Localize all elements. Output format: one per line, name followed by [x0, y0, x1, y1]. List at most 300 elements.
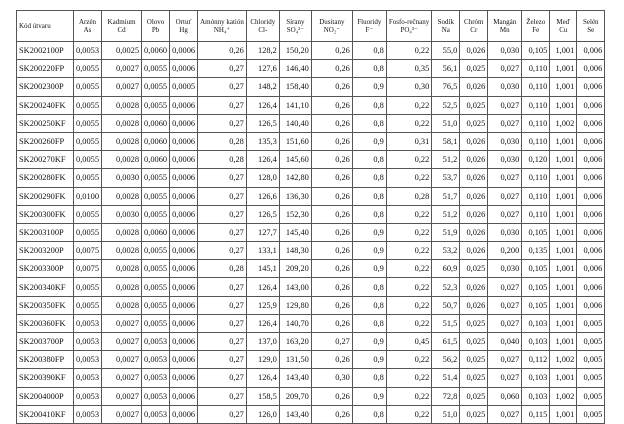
- value-cell: 0,027: [488, 278, 522, 296]
- value-cell: 0,8: [352, 314, 386, 332]
- value-cell: 0,006: [577, 187, 605, 205]
- value-cell: 0,025: [460, 351, 488, 369]
- value-cell: 0,9: [352, 132, 386, 150]
- value-cell: 50,7: [432, 296, 460, 314]
- value-cell: 0,060: [488, 387, 522, 405]
- column-header-symbol: As: [83, 26, 92, 34]
- value-cell: 0,0055: [74, 205, 102, 223]
- value-cell: 0,0055: [142, 260, 170, 278]
- value-cell: 137,0: [246, 333, 279, 351]
- table-row: [17, 260, 605, 278]
- value-cell: 0,120: [522, 151, 550, 169]
- value-cell: 0,005: [577, 333, 605, 351]
- value-cell: 1,001: [550, 60, 577, 78]
- value-cell: 1,001: [550, 78, 577, 96]
- table-row: [17, 132, 605, 150]
- row-id-cell: SK200220FP: [17, 60, 74, 78]
- value-cell: 0,8: [352, 42, 386, 60]
- table-row: [17, 169, 605, 187]
- value-cell: 0,22: [386, 42, 431, 60]
- value-cell: 0,8: [352, 405, 386, 423]
- value-cell: 0,112: [522, 351, 550, 369]
- value-cell: 0,0055: [74, 169, 102, 187]
- value-cell: 1,001: [550, 278, 577, 296]
- value-cell: 0,0053: [142, 351, 170, 369]
- value-cell: 145,60: [279, 151, 311, 169]
- value-cell: 0,027: [488, 187, 522, 205]
- table-row: [17, 296, 605, 314]
- value-cell: 0,26: [311, 78, 352, 96]
- value-cell: 0,0055: [142, 278, 170, 296]
- value-cell: 151,60: [279, 132, 311, 150]
- column-header: [311, 11, 352, 42]
- value-cell: 127,6: [246, 60, 279, 78]
- value-cell: 0,025: [460, 369, 488, 387]
- value-cell: 0,26: [311, 223, 352, 241]
- value-cell: 51,7: [432, 187, 460, 205]
- value-cell: 0,28: [198, 260, 247, 278]
- value-cell: 0,110: [522, 169, 550, 187]
- value-cell: 0,26: [311, 278, 352, 296]
- column-header-symbol: Hg: [179, 26, 188, 34]
- value-cell: 51,0: [432, 114, 460, 132]
- value-cell: 0,0060: [142, 114, 170, 132]
- value-cell: 1,001: [550, 260, 577, 278]
- value-cell: 0,026: [460, 187, 488, 205]
- row-id-cell: SK200410KF: [17, 405, 74, 423]
- value-cell: 0,0028: [102, 242, 142, 260]
- row-id-cell: SK200240FK: [17, 96, 74, 114]
- value-cell: 0,22: [386, 96, 431, 114]
- value-cell: 0,103: [522, 387, 550, 405]
- value-cell: 0,22: [386, 369, 431, 387]
- column-header-symbol: Cr: [470, 26, 478, 34]
- value-cell: 1,001: [550, 314, 577, 332]
- table-row: [17, 351, 605, 369]
- value-cell: 209,70: [279, 387, 311, 405]
- value-cell: 0,0027: [102, 78, 142, 96]
- row-id-cell: SK2003300P: [17, 260, 74, 278]
- value-cell: 0,105: [522, 260, 550, 278]
- value-cell: 0,0006: [170, 60, 198, 78]
- value-cell: 53,2: [432, 242, 460, 260]
- value-cell: 0,026: [460, 151, 488, 169]
- table-row: [17, 78, 605, 96]
- value-cell: 0,0055: [142, 78, 170, 96]
- value-cell: 0,025: [460, 96, 488, 114]
- value-cell: 0,0055: [74, 60, 102, 78]
- value-cell: 0,30: [386, 78, 431, 96]
- table-row: [17, 223, 605, 241]
- value-cell: 0,9: [352, 351, 386, 369]
- value-cell: 0,27: [198, 333, 247, 351]
- value-cell: 0,026: [460, 169, 488, 187]
- value-cell: 0,26: [311, 387, 352, 405]
- value-cell: 0,0053: [74, 314, 102, 332]
- value-cell: 0,0006: [170, 260, 198, 278]
- value-cell: 0,26: [311, 205, 352, 223]
- value-cell: 0,8: [352, 278, 386, 296]
- value-cell: 0,0053: [142, 333, 170, 351]
- value-cell: 0,8: [352, 114, 386, 132]
- value-cell: 0,027: [488, 60, 522, 78]
- value-cell: 0,135: [522, 242, 550, 260]
- column-header-name: Kód útvaru: [19, 22, 51, 30]
- value-cell: 0,006: [577, 242, 605, 260]
- row-id-cell: SK200260FP: [17, 132, 74, 150]
- value-cell: 52,5: [432, 96, 460, 114]
- value-cell: 0,22: [386, 242, 431, 260]
- value-cell: 0,22: [386, 387, 431, 405]
- value-cell: 125,9: [246, 296, 279, 314]
- value-cell: 0,0028: [102, 296, 142, 314]
- value-cell: 0,27: [198, 314, 247, 332]
- value-cell: 0,026: [460, 132, 488, 150]
- value-cell: 0,26: [311, 242, 352, 260]
- value-cell: 0,8: [352, 96, 386, 114]
- column-header-name: Železo: [526, 18, 546, 26]
- column-header-name: Selén: [583, 18, 599, 26]
- column-header: [432, 11, 460, 42]
- table-container: [16, 10, 605, 424]
- value-cell: 0,8: [352, 151, 386, 169]
- table-row: [17, 278, 605, 296]
- value-cell: 1,001: [550, 223, 577, 241]
- value-cell: 0,27: [198, 114, 247, 132]
- table-row: [17, 42, 605, 60]
- value-cell: 0,0028: [102, 223, 142, 241]
- value-cell: 143,00: [279, 278, 311, 296]
- value-cell: 126,4: [246, 369, 279, 387]
- value-cell: 0,006: [577, 260, 605, 278]
- value-cell: 143,40: [279, 369, 311, 387]
- value-cell: 1,001: [550, 169, 577, 187]
- value-cell: 0,006: [577, 278, 605, 296]
- column-header-name: Fluoridy: [357, 18, 382, 26]
- value-cell: 158,5: [246, 387, 279, 405]
- value-cell: 0,8: [352, 369, 386, 387]
- value-cell: 0,26: [311, 114, 352, 132]
- value-cell: 0,0006: [170, 132, 198, 150]
- column-header-symbol: Pb: [151, 26, 160, 34]
- value-cell: 0,0030: [102, 169, 142, 187]
- value-cell: 0,0028: [102, 151, 142, 169]
- value-cell: 0,26: [311, 296, 352, 314]
- value-cell: 0,006: [577, 42, 605, 60]
- value-cell: 0,27: [198, 296, 247, 314]
- value-cell: 0,105: [522, 296, 550, 314]
- value-cell: 0,103: [522, 333, 550, 351]
- value-cell: 0,027: [488, 369, 522, 387]
- value-cell: 0,030: [488, 78, 522, 96]
- value-cell: 53,7: [432, 169, 460, 187]
- table-row: [17, 96, 605, 114]
- value-cell: 146,40: [279, 60, 311, 78]
- value-cell: 0,26: [311, 314, 352, 332]
- value-cell: 0,22: [386, 223, 431, 241]
- value-cell: 0,0028: [102, 114, 142, 132]
- value-cell: 1,001: [550, 96, 577, 114]
- row-id-cell: SK200270KF: [17, 151, 74, 169]
- value-cell: 0,8: [352, 169, 386, 187]
- column-header: [74, 11, 102, 42]
- row-id-cell: SK200300FK: [17, 205, 74, 223]
- value-cell: 0,0053: [142, 405, 170, 423]
- value-cell: 0,026: [460, 278, 488, 296]
- value-cell: 0,0055: [74, 223, 102, 241]
- value-cell: 0,026: [460, 78, 488, 96]
- value-cell: 0,0027: [102, 314, 142, 332]
- value-cell: 0,027: [488, 96, 522, 114]
- value-cell: 0,110: [522, 205, 550, 223]
- value-cell: 0,22: [386, 351, 431, 369]
- value-cell: 0,025: [460, 314, 488, 332]
- column-header-name: Kadmium: [107, 18, 136, 26]
- column-header-name: Dusitany: [319, 18, 345, 26]
- value-cell: 0,027: [488, 405, 522, 423]
- value-cell: 0,0055: [74, 132, 102, 150]
- value-cell: 140,40: [279, 114, 311, 132]
- value-cell: 0,0055: [142, 296, 170, 314]
- value-cell: 0,0055: [142, 205, 170, 223]
- column-header-name: Sodík: [437, 18, 454, 26]
- row-id-cell: SK200280FK: [17, 169, 74, 187]
- value-cell: 0,0053: [74, 405, 102, 423]
- value-cell: 128,2: [246, 42, 279, 60]
- value-cell: 72,8: [432, 387, 460, 405]
- value-cell: 0,110: [522, 60, 550, 78]
- value-cell: 0,0060: [142, 132, 170, 150]
- value-cell: 0,9: [352, 242, 386, 260]
- value-cell: 0,0055: [142, 314, 170, 332]
- value-cell: 0,8: [352, 205, 386, 223]
- value-cell: 0,0075: [74, 260, 102, 278]
- value-cell: 0,26: [311, 96, 352, 114]
- value-cell: 0,27: [198, 187, 247, 205]
- value-cell: 135,3: [246, 132, 279, 150]
- value-cell: 0,45: [386, 333, 431, 351]
- value-cell: 0,030: [488, 223, 522, 241]
- value-cell: 126,4: [246, 96, 279, 114]
- value-cell: 0,006: [577, 96, 605, 114]
- column-header-symbol: Cu: [559, 26, 568, 34]
- value-cell: 0,027: [488, 114, 522, 132]
- value-cell: 0,006: [577, 78, 605, 96]
- value-cell: 1,002: [550, 114, 577, 132]
- value-cell: 0,0028: [102, 278, 142, 296]
- table-row: [17, 205, 605, 223]
- value-cell: 0,006: [577, 114, 605, 132]
- value-cell: 142,80: [279, 169, 311, 187]
- value-cell: 143,40: [279, 405, 311, 423]
- value-cell: 1,001: [550, 42, 577, 60]
- value-cell: 126,4: [246, 314, 279, 332]
- value-cell: 0,9: [352, 260, 386, 278]
- value-cell: 0,0028: [102, 260, 142, 278]
- column-header-symbol: Cd: [117, 26, 126, 34]
- value-cell: 0,027: [488, 351, 522, 369]
- row-id-cell: SK200380FP: [17, 351, 74, 369]
- value-cell: 0,105: [522, 223, 550, 241]
- value-cell: 1,001: [550, 187, 577, 205]
- value-cell: 0,0028: [102, 187, 142, 205]
- value-cell: 0,025: [460, 114, 488, 132]
- value-cell: 1,001: [550, 333, 577, 351]
- value-cell: 0,006: [577, 132, 605, 150]
- value-cell: 0,006: [577, 205, 605, 223]
- value-cell: 0,0006: [170, 205, 198, 223]
- value-cell: 0,9: [352, 333, 386, 351]
- column-header: [142, 11, 170, 42]
- row-id-cell: SK200360FK: [17, 314, 74, 332]
- value-cell: 0,28: [198, 132, 247, 150]
- value-cell: 56,1: [432, 60, 460, 78]
- value-cell: 1,002: [550, 351, 577, 369]
- column-header-symbol: NO₂⁻: [323, 26, 340, 34]
- value-cell: 0,0006: [170, 387, 198, 405]
- value-cell: 0,26: [311, 169, 352, 187]
- value-cell: 0,0030: [102, 205, 142, 223]
- value-cell: 163,20: [279, 333, 311, 351]
- column-header-name: Amónny katión: [200, 18, 244, 26]
- value-cell: 0,27: [198, 78, 247, 96]
- value-cell: 0,22: [386, 205, 431, 223]
- value-cell: 1,001: [550, 205, 577, 223]
- value-cell: 0,0027: [102, 405, 142, 423]
- column-header-name: Chloridy: [250, 18, 276, 26]
- value-cell: 0,27: [198, 387, 247, 405]
- value-cell: 0,040: [488, 333, 522, 351]
- value-cell: 0,200: [488, 242, 522, 260]
- value-cell: 150,20: [279, 42, 311, 60]
- value-cell: 0,0028: [102, 132, 142, 150]
- value-cell: 0,26: [311, 42, 352, 60]
- table-row: [17, 405, 605, 423]
- column-header-symbol: Fe: [532, 26, 540, 34]
- value-cell: 0,026: [460, 296, 488, 314]
- value-cell: 133,1: [246, 242, 279, 260]
- value-cell: 0,006: [577, 223, 605, 241]
- value-cell: 0,025: [460, 60, 488, 78]
- value-cell: 58,1: [432, 132, 460, 150]
- value-cell: 0,22: [386, 260, 431, 278]
- value-cell: 126,4: [246, 151, 279, 169]
- value-cell: 0,025: [460, 333, 488, 351]
- column-header-symbol: Mn: [499, 26, 510, 34]
- value-cell: 0,22: [386, 169, 431, 187]
- value-cell: 0,030: [488, 132, 522, 150]
- value-cell: 0,26: [311, 60, 352, 78]
- value-cell: 126,0: [246, 405, 279, 423]
- value-cell: 0,22: [386, 114, 431, 132]
- value-cell: 127,7: [246, 223, 279, 241]
- column-header: [352, 11, 386, 42]
- value-cell: 51,4: [432, 369, 460, 387]
- value-cell: 0,0055: [74, 78, 102, 96]
- value-cell: 0,026: [460, 205, 488, 223]
- value-cell: 0,27: [198, 223, 247, 241]
- value-cell: 51,0: [432, 405, 460, 423]
- value-cell: 0,005: [577, 369, 605, 387]
- column-header: [577, 11, 605, 42]
- value-cell: 0,005: [577, 314, 605, 332]
- column-header: [102, 11, 142, 42]
- value-cell: 0,31: [386, 132, 431, 150]
- value-cell: 0,025: [460, 387, 488, 405]
- value-cell: 0,005: [577, 387, 605, 405]
- row-id-cell: SK200350FK: [17, 296, 74, 314]
- value-cell: 0,0055: [74, 114, 102, 132]
- value-cell: 0,110: [522, 78, 550, 96]
- value-cell: 0,0055: [142, 187, 170, 205]
- value-cell: 0,8: [352, 187, 386, 205]
- value-cell: 148,2: [246, 78, 279, 96]
- row-id-cell: SK200340KF: [17, 278, 74, 296]
- value-cell: 0,027: [488, 169, 522, 187]
- value-cell: 0,26: [311, 151, 352, 169]
- value-cell: 51,2: [432, 151, 460, 169]
- value-cell: 0,0027: [102, 387, 142, 405]
- value-cell: 0,0027: [102, 60, 142, 78]
- value-cell: 0,0055: [142, 60, 170, 78]
- value-cell: 0,26: [311, 405, 352, 423]
- row-id-cell: SK2002300P: [17, 78, 74, 96]
- value-cell: 158,40: [279, 78, 311, 96]
- value-cell: 0,025: [460, 260, 488, 278]
- value-cell: 0,0006: [170, 242, 198, 260]
- column-header-symbol: PO₄³⁻: [400, 26, 418, 34]
- value-cell: 0,0006: [170, 187, 198, 205]
- value-cell: 136,30: [279, 187, 311, 205]
- value-cell: 0,0025: [102, 42, 142, 60]
- value-cell: 0,0006: [170, 405, 198, 423]
- value-cell: 0,0060: [142, 42, 170, 60]
- table-row: [17, 387, 605, 405]
- value-cell: 0,27: [198, 205, 247, 223]
- value-cell: 0,0006: [170, 369, 198, 387]
- value-cell: 0,22: [386, 151, 431, 169]
- value-cell: 126,4: [246, 278, 279, 296]
- value-cell: 1,001: [550, 369, 577, 387]
- value-cell: 0,027: [488, 205, 522, 223]
- value-cell: 0,0055: [74, 151, 102, 169]
- column-header: [460, 11, 488, 42]
- value-cell: 0,115: [522, 405, 550, 423]
- value-cell: 0,030: [488, 42, 522, 60]
- value-cell: 1,001: [550, 296, 577, 314]
- column-header-symbol: NH₄⁺: [213, 26, 231, 34]
- value-cell: 141,10: [279, 96, 311, 114]
- table-row: [17, 114, 605, 132]
- row-id-cell: SK2002100P: [17, 42, 74, 60]
- value-cell: 0,0075: [74, 242, 102, 260]
- value-cell: 0,027: [488, 314, 522, 332]
- value-cell: 148,30: [279, 242, 311, 260]
- value-cell: 0,025: [460, 405, 488, 423]
- column-header: [170, 11, 198, 42]
- value-cell: 0,0006: [170, 169, 198, 187]
- value-cell: 0,0100: [74, 187, 102, 205]
- column-header-symbol: F⁻: [365, 26, 374, 34]
- column-header-name: Olovo: [146, 18, 165, 26]
- table-row: [17, 60, 605, 78]
- column-header: [522, 11, 550, 42]
- value-cell: 0,0053: [142, 369, 170, 387]
- value-cell: 126,5: [246, 205, 279, 223]
- value-cell: 0,28: [386, 187, 431, 205]
- value-cell: 145,1: [246, 260, 279, 278]
- value-cell: 0,0027: [102, 333, 142, 351]
